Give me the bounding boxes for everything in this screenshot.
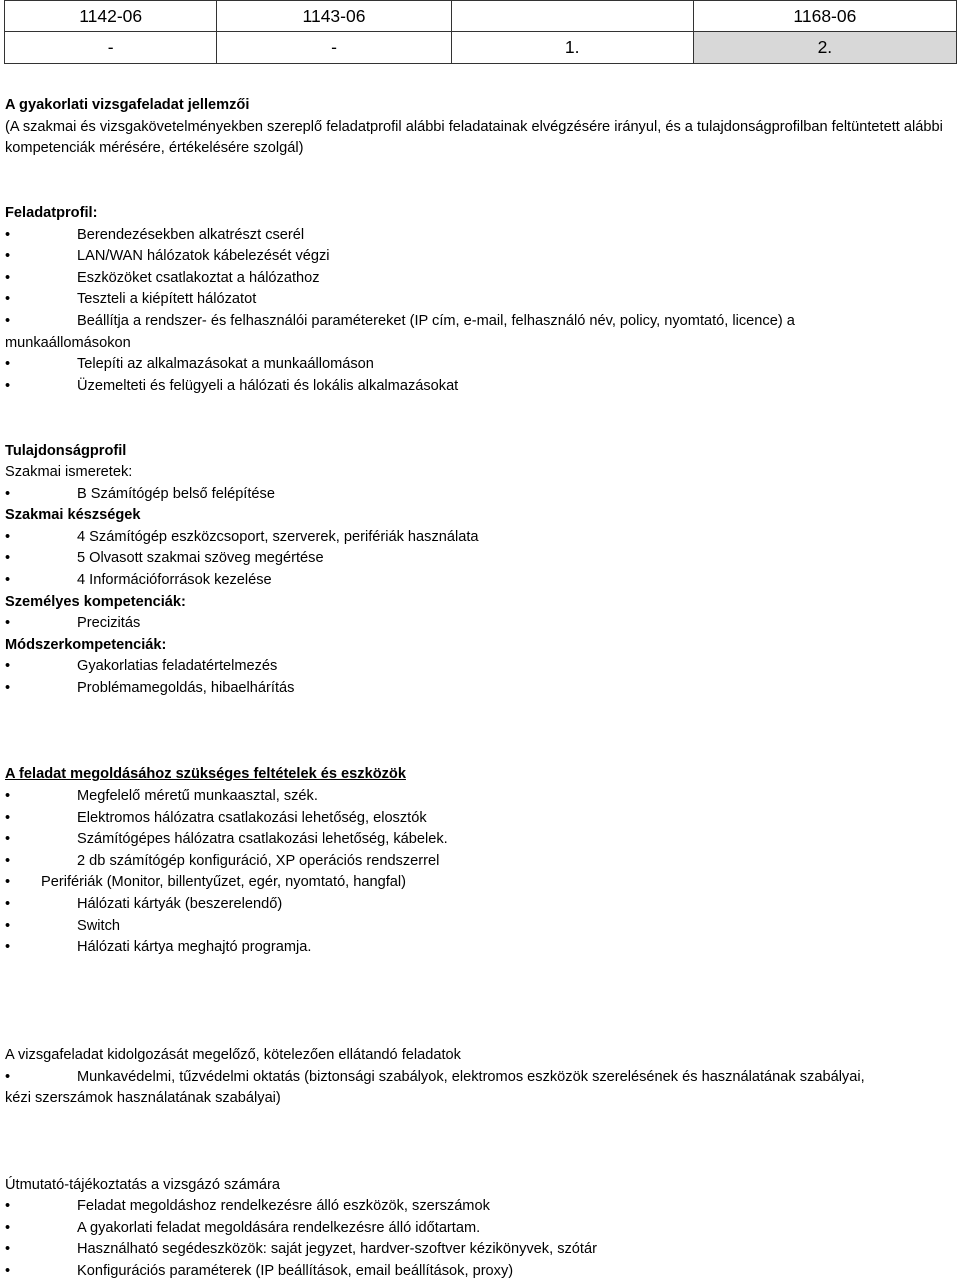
ismeretek-heading: Szakmai ismeretek: — [5, 464, 133, 481]
list-item: • Perifériák (Monitor, billentyűzet, egér, nyomtató, hangfal) — [5, 874, 407, 891]
list-item: • A gyakorlati feladat megoldására rendelkezésre álló időtartam. — [5, 1219, 481, 1236]
intro-text: (A szakmai és vizsgakövetelményekben szereplő feladatprofil alábbi feladatainak elvégzésére irányul, és a tulajdonságprofilban feltüntetett alábbi kompetenciák mérésére, értékelésére szolgál) — [5, 118, 943, 157]
utmutato-heading: Útmutató-tájékoztatás a vizsgázó számára — [5, 1176, 280, 1193]
list-item: • Gyakorlatias feladatértelmezés — [5, 658, 278, 675]
list-item: • Használható segédeszközök: saját jegyzet, hardver-szoftver kézikönyvek, szótár — [5, 1241, 597, 1258]
list-item: • Telepíti az alkalmazásokat a munkaállomáson — [5, 356, 374, 373]
list-item-continuation: munkaállomásokon — [5, 334, 131, 351]
document-body — [5, 95, 953, 1283]
list-item: • Munkavédelmi, tűzvédelmi oktatás (biztonsági szabályok, elektromos eszközök szerelésének és használatának szabályai, — [5, 1068, 865, 1085]
list-item: • Eszközöket csatlakoztat a hálózathoz — [5, 269, 320, 286]
feladatprofil-heading: Feladatprofil: — [5, 204, 98, 221]
list-item: • Teszteli a kiépített hálózatot — [5, 291, 257, 308]
szemelyes-heading: Személyes kompetenciák: — [5, 593, 186, 610]
tulajdonsagprofil-heading: Tulajdonságprofil — [5, 442, 127, 459]
module-code-table — [4, 0, 957, 64]
elozo-heading: A vizsgafeladat kidolgozását megelőző, kötelezően ellátandó feladatok — [5, 1047, 461, 1064]
list-item-continuation: kézi szerszámok használatának szabályai) — [5, 1090, 281, 1107]
value-cell: - — [5, 32, 217, 64]
list-item: • Konfigurációs paraméterek (IP beállítások, email beállítások, proxy) — [5, 1263, 514, 1280]
code-cell: 1142-06 — [5, 1, 217, 32]
feltetelek-heading: A feladat megoldásához szükséges feltételek és eszközök — [5, 766, 406, 783]
keszsegek-heading: Szakmai készségek — [5, 507, 141, 524]
intro-title: A gyakorlati vizsgafeladat jellemzői — [5, 97, 250, 113]
code-cell: 1143-06 — [217, 1, 451, 32]
list-item: • Switch — [5, 917, 120, 934]
code-cell: 1168-06 — [693, 1, 956, 32]
list-item: • Hálózati kártyák (beszerelendő) — [5, 895, 283, 912]
value-cell: 2. — [693, 32, 956, 64]
modszer-heading: Módszerkompetenciák: — [5, 636, 167, 653]
list-item: • Berendezésekben alkatrészt cserél — [5, 226, 305, 243]
list-item: • Számítógépes hálózatra csatlakozási lehetőség, kábelek. — [5, 831, 448, 848]
list-item: • Elektromos hálózatra csatlakozási lehetőség, elosztók — [5, 809, 427, 826]
list-item: • Megfelelő méretű munkaasztal, szék. — [5, 788, 318, 804]
value-cell: 1. — [451, 32, 693, 64]
list-item: • B Számítógép belső felépítése — [5, 485, 275, 502]
list-item: • LAN/WAN hálózatok kábelezését végzi — [5, 248, 330, 265]
code-cell — [451, 1, 693, 32]
list-item: • Feladat megoldáshoz rendelkezésre álló eszközök, szerszámok — [5, 1198, 490, 1215]
list-item: • Hálózati kártya meghajtó programja. — [5, 939, 312, 956]
list-item: • Precizitás — [5, 615, 141, 632]
list-item: • Üzemelteti és felügyeli a hálózati és lokális alkalmazásokat — [5, 377, 459, 394]
list-item: • 4 Információforrások kezelése — [5, 572, 272, 589]
list-item: • 5 Olvasott szakmai szöveg megértése — [5, 550, 324, 567]
list-item: • 4 Számítógép eszközcsoport, szerverek, perifériák használata — [5, 528, 479, 545]
list-item: • 2 db számítógép konfiguráció, XP operációs rendszerrel — [5, 852, 440, 869]
list-item: • Beállítja a rendszer- és felhasználói paramétereket (IP cím, e-mail, felhasználó név, policy, nyomtató, licence) a — [5, 312, 795, 329]
value-cell: - — [217, 32, 451, 64]
list-item: • Problémamegoldás, hibaelhárítás — [5, 680, 295, 697]
